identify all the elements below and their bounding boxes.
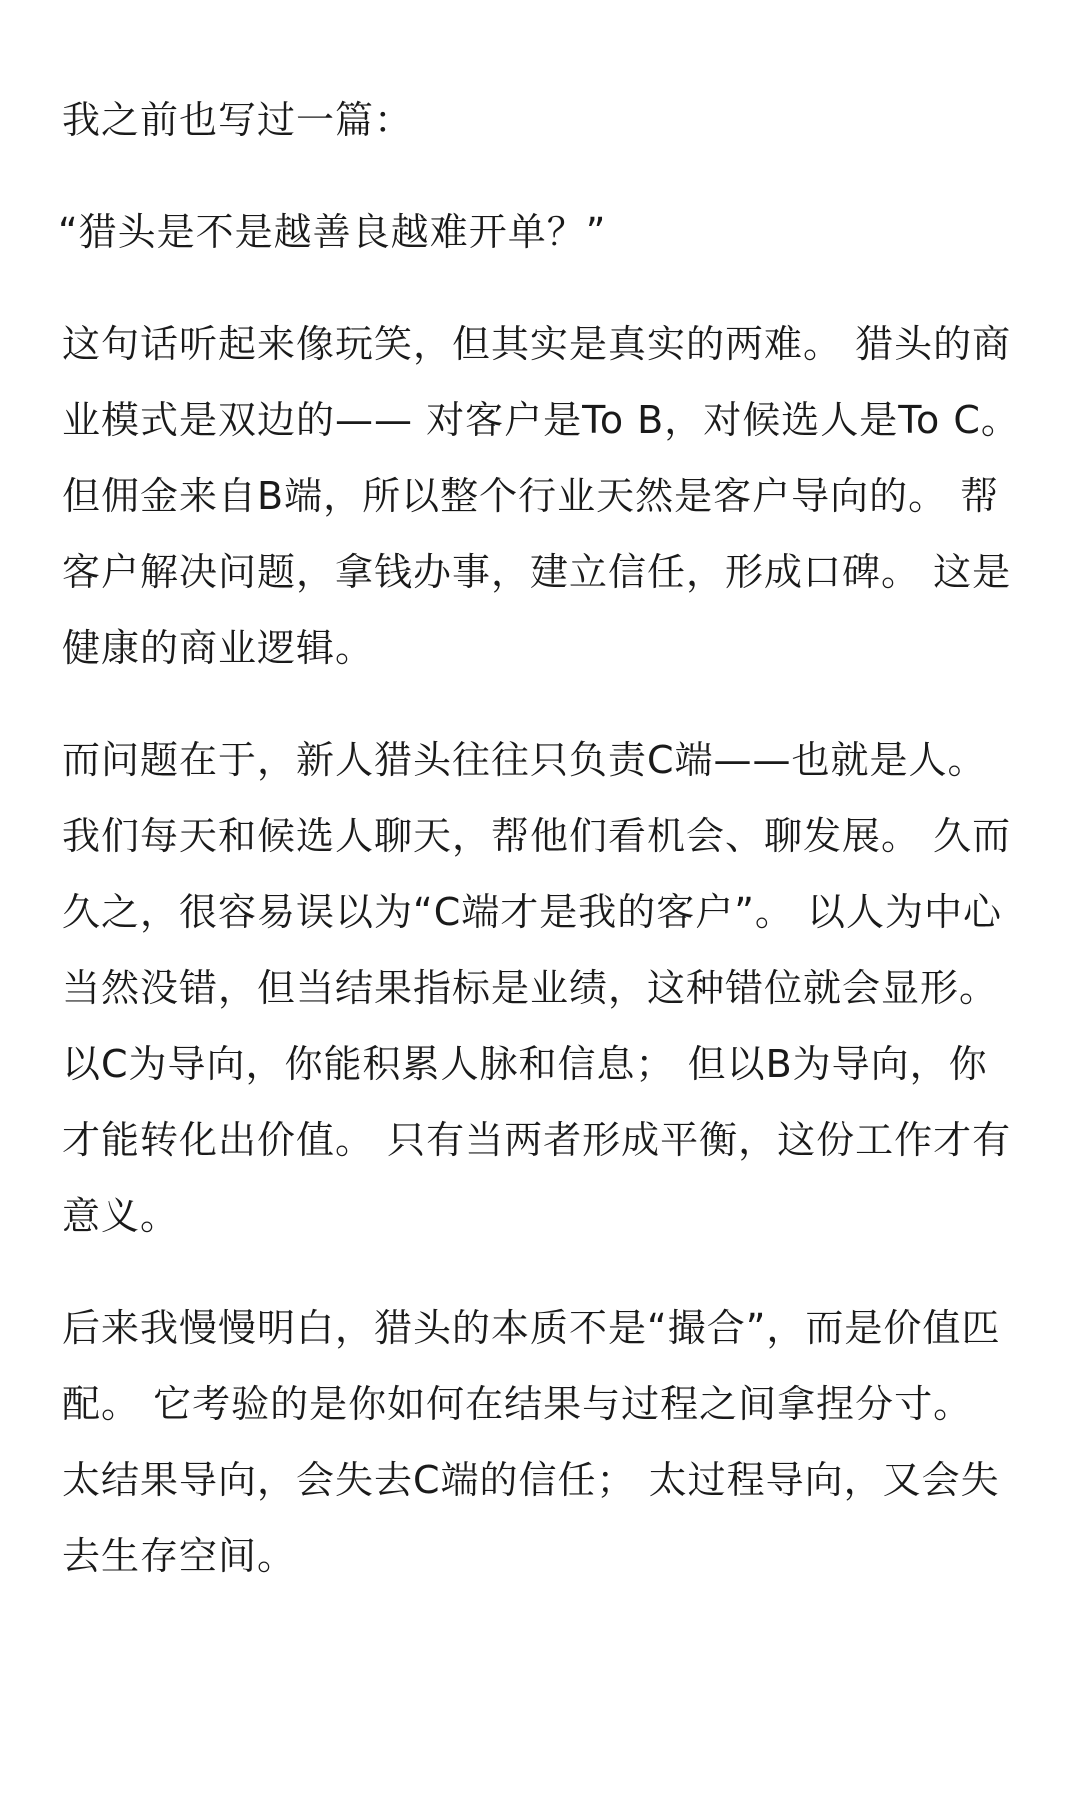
paragraph-intro: 我之前也写过一篇： <box>62 98 414 142</box>
paragraph-conclusion: 后来我慢慢明白，猎头的本质不是“撮合”，而是价值匹配。 它考验的是你如何在结果与过程之间拿捏分寸。 太结果导向，会失去C端的信任； 太过程导向，又会失去生存空间。 <box>62 1306 1001 1578</box>
paragraph-quote-title: “猎头是不是越善良越难开单？” <box>58 210 607 254</box>
paragraph-problem: 而问题在于，新人猎头往往只负责C端——也就是人。 我们每天和候选人聊天，帮他们看机会、聊发展。 久而久之，很容易误以为“C端才是我的客户”。 以人为中心当然没错，但当结果指标是业绩，这种错位就会显形。 以C为导向，你能积累人脉和信息； 但以B为导向，你才能转化出价值。 只有当两者形成平衡，这份工作才有意义。 <box>62 738 1012 1238</box>
article-body <box>58 82 1022 1630</box>
paragraph-business-model: 这句话听起来像玩笑，但其实是真实的两难。 猎头的商业模式是双边的—— 对客户是To B，对候选人是To C。 但佣金来自B端，所以整个行业天然是客户导向的。 帮客户解决问题，拿钱办事，建立信任，形成口碑。 这是健康的商业逻辑。 <box>62 322 1020 670</box>
